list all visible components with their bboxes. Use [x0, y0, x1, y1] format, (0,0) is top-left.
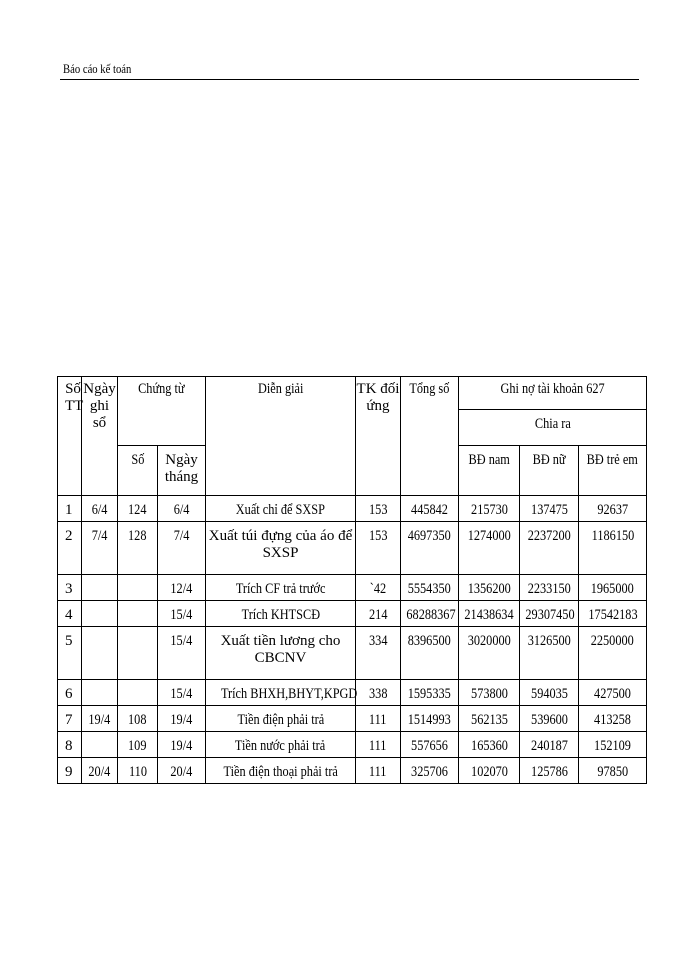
cell-bd-tre-em: 2250000 [579, 627, 647, 680]
cell-tong-so: 1595335 [401, 680, 459, 706]
cell-dien-giai: Xuất túi đựng của áo để SXSP [206, 522, 356, 575]
col-header-bd-nam: BĐ nam [459, 446, 520, 496]
cell-dien-giai: Trích CF trả trước [206, 575, 356, 601]
cell-stt: 2 [58, 522, 82, 575]
cell-bd-tre-em: 92637 [579, 496, 647, 522]
cell-tk-doi-ung: 334 [356, 627, 401, 680]
cell-so: 124 [118, 496, 158, 522]
cell-dien-giai: Xuất chỉ để SXSP [206, 496, 356, 522]
cell-dien-giai: Trích BHXH,BHYT,KPGD [206, 680, 356, 706]
cell-bd-nu: 2237200 [520, 522, 579, 575]
col-header-ghi-no: Ghi nợ tài khoản 627 [459, 377, 647, 410]
cell-bd-nu: 240187 [520, 732, 579, 758]
cell-bd-nam: 1274000 [459, 522, 520, 575]
table-row [58, 601, 647, 627]
cell-ngay-ghi-so: 6/4 [82, 496, 118, 522]
cell-stt: 6 [58, 680, 82, 706]
header-divider [60, 79, 639, 80]
cell-tong-so: 557656 [401, 732, 459, 758]
cell-bd-nam: 573800 [459, 680, 520, 706]
table-row [58, 627, 647, 680]
cell-bd-nam: 215730 [459, 496, 520, 522]
cell-tk-doi-ung: 153 [356, 522, 401, 575]
cell-bd-tre-em: 152109 [579, 732, 647, 758]
cell-bd-nam: 1356200 [459, 575, 520, 601]
cell-ngay-ghi-so [82, 732, 118, 758]
cell-bd-tre-em: 427500 [579, 680, 647, 706]
cell-tong-so: 1514993 [401, 706, 459, 732]
cell-ngay-ghi-so [82, 575, 118, 601]
col-header-so-tt: Số TT [58, 377, 82, 496]
cell-tk-doi-ung: 153 [356, 496, 401, 522]
cell-ngay-thang: 7/4 [158, 522, 206, 575]
table-row [58, 575, 647, 601]
cell-stt: 8 [58, 732, 82, 758]
table-row [58, 522, 647, 575]
cell-tk-doi-ung: 111 [356, 732, 401, 758]
cell-bd-nu: 125786 [520, 758, 579, 784]
col-header-bd-nu: BĐ nữ [520, 446, 579, 496]
cell-tk-doi-ung: 214 [356, 601, 401, 627]
cell-ngay-thang: 20/4 [158, 758, 206, 784]
col-header-chia-ra: Chia ra [459, 410, 647, 446]
cell-ngay-thang: 15/4 [158, 627, 206, 680]
cell-bd-nam: 102070 [459, 758, 520, 784]
cell-bd-nam: 165360 [459, 732, 520, 758]
col-header-tong-so: Tổng số [401, 377, 459, 496]
cell-tong-so: 445842 [401, 496, 459, 522]
table-row [58, 706, 647, 732]
cell-ngay-ghi-so [82, 680, 118, 706]
cell-ngay-thang: 6/4 [158, 496, 206, 522]
page-header-title: Báo cáo kế toán [63, 61, 132, 76]
cell-tong-so: 4697350 [401, 522, 459, 575]
col-header-tk-doi-ung: TK đối ứng [356, 377, 401, 496]
cell-ngay-thang: 15/4 [158, 680, 206, 706]
cell-so: 128 [118, 522, 158, 575]
cell-tong-so: 8396500 [401, 627, 459, 680]
cell-tong-so: 68288367 [401, 601, 459, 627]
cell-ngay-ghi-so [82, 627, 118, 680]
table-header [58, 377, 647, 496]
col-header-dien-giai: Diễn giải [206, 377, 356, 496]
cell-stt: 7 [58, 706, 82, 732]
cell-bd-nu: 539600 [520, 706, 579, 732]
cell-so: 109 [118, 732, 158, 758]
cell-bd-tre-em: 17542183 [579, 601, 647, 627]
cell-ngay-ghi-so: 7/4 [82, 522, 118, 575]
cell-ngay-thang: 12/4 [158, 575, 206, 601]
col-header-chung-tu: Chứng từ [118, 377, 206, 446]
cell-bd-tre-em: 1186150 [579, 522, 647, 575]
cell-ngay-thang: 19/4 [158, 706, 206, 732]
cell-bd-nam: 3020000 [459, 627, 520, 680]
cell-bd-nu: 2233150 [520, 575, 579, 601]
cell-ngay-thang: 19/4 [158, 732, 206, 758]
cell-so [118, 601, 158, 627]
cell-dien-giai: Tiền nước phải trả [206, 732, 356, 758]
cell-dien-giai: Trích KHTSCĐ [206, 601, 356, 627]
cell-so [118, 680, 158, 706]
cell-dien-giai: Tiền điện thoại phải trả [206, 758, 356, 784]
cell-bd-nu: 29307450 [520, 601, 579, 627]
cell-so [118, 627, 158, 680]
cell-ngay-ghi-so: 19/4 [82, 706, 118, 732]
cell-tk-doi-ung: 338 [356, 680, 401, 706]
cell-dien-giai: Tiền điện phải trả [206, 706, 356, 732]
cell-ngay-ghi-so: 20/4 [82, 758, 118, 784]
cell-stt: 3 [58, 575, 82, 601]
cell-bd-tre-em: 1965000 [579, 575, 647, 601]
cell-bd-nam: 562135 [459, 706, 520, 732]
cell-ngay-ghi-so [82, 601, 118, 627]
cell-tong-so: 325706 [401, 758, 459, 784]
col-header-bd-tre-em: BĐ trẻ em [579, 446, 647, 496]
cell-tk-doi-ung: 111 [356, 758, 401, 784]
table-row [58, 732, 647, 758]
cell-so: 108 [118, 706, 158, 732]
cell-dien-giai: Xuất tiền lương cho CBCNV [206, 627, 356, 680]
col-header-ngay-ghi-so: Ngày ghi sổ [82, 377, 118, 496]
cell-bd-nu: 137475 [520, 496, 579, 522]
col-header-so: Số [118, 446, 158, 496]
cell-ngay-thang: 15/4 [158, 601, 206, 627]
col-header-ngay-thang: Ngày tháng [158, 446, 206, 496]
table-row [58, 758, 647, 784]
cell-bd-nu: 594035 [520, 680, 579, 706]
cell-bd-nu: 3126500 [520, 627, 579, 680]
cell-bd-tre-em: 413258 [579, 706, 647, 732]
cell-bd-tre-em: 97850 [579, 758, 647, 784]
cell-tong-so: 5554350 [401, 575, 459, 601]
cell-so: 110 [118, 758, 158, 784]
cell-bd-nam: 21438634 [459, 601, 520, 627]
expense-ledger-table [57, 376, 647, 784]
cell-stt: 1 [58, 496, 82, 522]
table-row [58, 496, 647, 522]
cell-stt: 9 [58, 758, 82, 784]
cell-tk-doi-ung: `42 [356, 575, 401, 601]
cell-stt: 5 [58, 627, 82, 680]
cell-tk-doi-ung: 111 [356, 706, 401, 732]
table-row [58, 680, 647, 706]
cell-stt: 4 [58, 601, 82, 627]
table-body [58, 496, 647, 784]
cell-so [118, 575, 158, 601]
